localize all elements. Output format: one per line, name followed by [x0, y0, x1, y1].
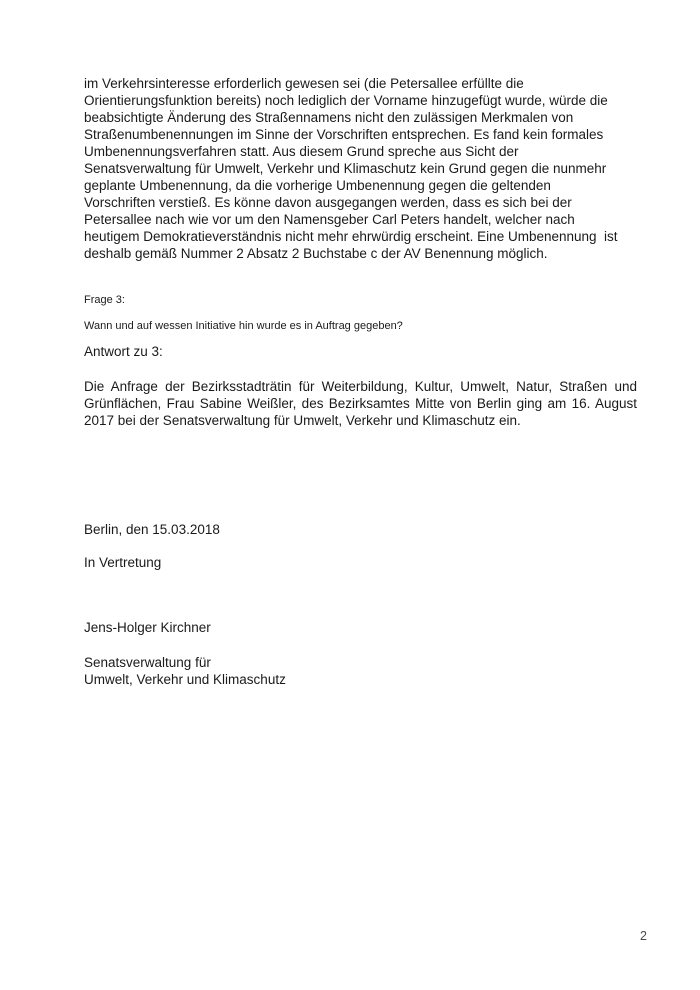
- text-line: beabsichtigte Änderung des Straßennamens nicht den zulässigen Merkmalen von: [84, 110, 574, 125]
- text-line: deshalb gemäß Nummer 2 Absatz 2 Buchstabe c der AV Benennung möglich.: [84, 246, 548, 261]
- text-line: im Verkehrsinteresse erforderlich gewesen sei (die Petersallee erfüllte die: [84, 76, 524, 91]
- in-vertretung-line: In Vertretung: [84, 555, 162, 570]
- frage-3-question: Wann und auf wessen Initiative hin wurde es in Auftrag gegeben?: [84, 320, 403, 332]
- signer-name: Jens-Holger Kirchner: [84, 620, 211, 635]
- antwort-3-paragraph: [84, 378, 637, 429]
- text-line: 2017 bei der Senatsverwaltung für Umwelt, Verkehr und Klimaschutz ein.: [84, 413, 521, 428]
- text-line: Petersallee nach wie vor um den Namensgeber Carl Peters handelt, welcher nach: [84, 212, 575, 227]
- text-line: heutigem Demokratieverständnis nicht mehr ehrwürdig erscheint. Eine Umbenennung ist: [84, 229, 618, 244]
- paragraph-1: [84, 75, 637, 262]
- text-line: Orientierungsfunktion bereits) noch lediglich der Vorname hinzugefügt wurde, würde die: [84, 93, 608, 108]
- signer-organization: [84, 654, 637, 688]
- text-line: geplante Umbenennung, da die vorherige Umbenennung gegen die geltenden: [84, 178, 551, 193]
- text-line: Straßenumbenennungen im Sinne der Vorschriften entsprechen. Es fand kein formales: [84, 127, 604, 142]
- text-line: Umwelt, Verkehr und Klimaschutz: [84, 672, 286, 687]
- antwort-3-label: Antwort zu 3:: [84, 344, 163, 359]
- text-line: Umbenennungsverfahren statt. Aus diesem Grund spreche aus Sicht der: [84, 144, 519, 159]
- text-line: Senatsverwaltung für Umwelt, Verkehr und Klimaschutz kein Grund gegen die nunmehr: [84, 161, 607, 176]
- text-line: Vorschriften verstieß. Es könne davon ausgegangen werden, dass es sich bei der: [84, 195, 572, 210]
- frage-3-label: Frage 3:: [84, 294, 125, 306]
- page-number: 2: [640, 929, 647, 943]
- place-date-line: Berlin, den 15.03.2018: [84, 522, 220, 537]
- text-line: Senatsverwaltung für: [84, 655, 211, 670]
- text-line: Die Anfrage der Bezirksstadträtin für Weiterbildung, Kultur, Umwelt, Natur, Straßen und: [84, 379, 637, 394]
- text-line: Grünflächen, Frau Sabine Weißler, des Bezirksamtes Mitte von Berlin ging am 16. August: [84, 396, 637, 411]
